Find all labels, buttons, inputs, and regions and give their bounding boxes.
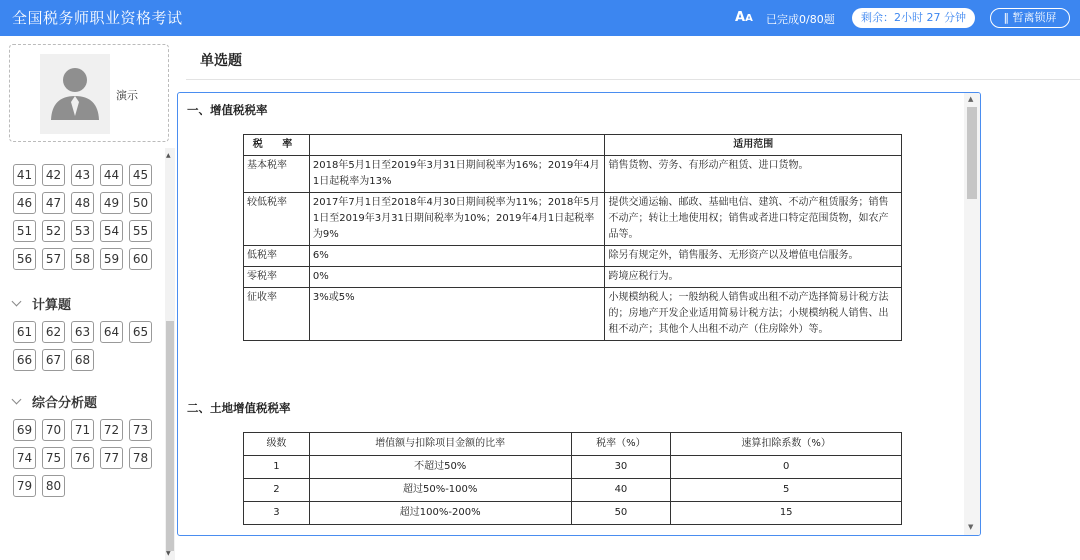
table-cell: 3%或5% [309, 288, 605, 341]
question-number-button[interactable]: 49 [100, 192, 123, 214]
question-nav [0, 148, 166, 536]
app-title: 全国税务师职业资格考试 [12, 9, 183, 27]
table-cell: 2018年5月1日至2019年3月31日期间税率为16%；2019年4月1日起税率为13% [309, 156, 605, 193]
table-cell: 30 [571, 456, 671, 479]
question-number-button[interactable]: 66 [13, 349, 36, 371]
table-cell: 较低税率 [244, 193, 310, 246]
table-header: 税率（%） [571, 433, 671, 456]
table-cell: 超过100%-200% [309, 502, 571, 525]
question-number-button[interactable]: 79 [13, 475, 36, 497]
question-number-button[interactable]: 74 [13, 447, 36, 469]
scroll-up-icon[interactable]: ▲ [968, 95, 974, 103]
question-number-button[interactable]: 65 [129, 321, 152, 343]
question-number-button[interactable]: 71 [71, 419, 94, 441]
table-row [244, 479, 902, 502]
table-cell: 低税率 [244, 246, 310, 267]
table-cell: 50 [571, 502, 671, 525]
question-number-button[interactable]: 64 [100, 321, 123, 343]
question-number-button[interactable]: 60 [129, 248, 152, 270]
question-number-button[interactable]: 54 [100, 220, 123, 242]
question-number-button[interactable]: 51 [13, 220, 36, 242]
question-number-button[interactable]: 50 [129, 192, 152, 214]
content-scroll-thumb[interactable] [967, 107, 977, 199]
table-cell: 销售货物、劳务、有形动产租赁、进口货物。 [605, 156, 902, 193]
table-cell: 提供交通运输、邮政、基础电信、建筑、不动产租赁服务；销售不动产；转让土地使用权；销售或者进口特定范围货物，如农产品等。 [605, 193, 902, 246]
question-number-button[interactable]: 47 [42, 192, 65, 214]
table-header: 级数 [244, 433, 310, 456]
table-cell: 3 [244, 502, 310, 525]
top-bar [0, 0, 1080, 36]
table-header: 适用范围 [605, 135, 902, 156]
question-number-button[interactable]: 58 [71, 248, 94, 270]
question-number-button[interactable]: 42 [42, 164, 65, 186]
question-grid [13, 164, 152, 270]
question-number-button[interactable]: 68 [71, 349, 94, 371]
table-cell: 2 [244, 479, 310, 502]
chevron-down-icon [12, 297, 22, 307]
scroll-down-icon[interactable]: ▼ [166, 550, 171, 557]
question-number-button[interactable]: 61 [13, 321, 36, 343]
table-cell: 不超过50% [309, 456, 571, 479]
question-number-button[interactable]: 41 [13, 164, 36, 186]
question-number-button[interactable]: 43 [71, 164, 94, 186]
table-row [244, 193, 902, 246]
table-header [309, 135, 605, 156]
question-number-button[interactable]: 53 [71, 220, 94, 242]
question-number-button[interactable]: 46 [13, 192, 36, 214]
question-number-button[interactable]: 62 [42, 321, 65, 343]
scroll-up-icon[interactable]: ▲ [166, 152, 171, 159]
section-vat-title: 一、增值税税率 [187, 103, 268, 117]
table-header: 税 率 [244, 135, 310, 156]
table-cell: 2017年7月1日至2018年4月30日期间税率为11%；2018年5月1日至2019年3月31日期间税率为10%；2019年4月1日起税率为9% [309, 193, 605, 246]
table-cell: 除另有规定外，销售服务、无形资产以及增值电信服务。 [605, 246, 902, 267]
table-header: 增值额与扣除项目金额的比率 [309, 433, 571, 456]
table-row [244, 288, 902, 341]
question-number-button[interactable]: 45 [129, 164, 152, 186]
main-header [186, 36, 1080, 80]
question-number-button[interactable]: 75 [42, 447, 65, 469]
table-row [244, 456, 902, 479]
table-cell: 1 [244, 456, 310, 479]
table-row [244, 246, 902, 267]
vat-rate-table [243, 134, 902, 341]
profile-name: 演示 [116, 89, 138, 102]
progress-text: 已完成0/80题 [766, 13, 835, 26]
pause-lock-button[interactable]: ‖ 暂离锁屏 [990, 8, 1070, 28]
question-number-button[interactable]: 44 [100, 164, 123, 186]
question-grid [13, 419, 152, 497]
sidebar [0, 36, 178, 557]
avatar [40, 54, 110, 134]
question-number-button[interactable]: 57 [42, 248, 65, 270]
question-number-button[interactable]: 56 [13, 248, 36, 270]
question-number-button[interactable]: 48 [71, 192, 94, 214]
question-number-button[interactable]: 67 [42, 349, 65, 371]
pause-icon: ‖ [1003, 11, 1013, 24]
table-cell: 0% [309, 267, 605, 288]
table-cell: 零税率 [244, 267, 310, 288]
question-number-button[interactable]: 59 [100, 248, 123, 270]
table-cell: 跨境应税行为。 [605, 267, 902, 288]
table-row [244, 267, 902, 288]
table-cell: 征收率 [244, 288, 310, 341]
table-row [244, 156, 902, 193]
timer-badge: 剩余：2小时 27 分钟 [852, 8, 975, 28]
user-silhouette-icon [40, 54, 110, 134]
chevron-down-icon [12, 395, 22, 405]
content-scroll-area [178, 93, 964, 536]
table-cell: 超过50%-100% [309, 479, 571, 502]
table-row [244, 502, 902, 525]
question-number-button[interactable]: 70 [42, 419, 65, 441]
question-number-button[interactable]: 78 [129, 447, 152, 469]
question-number-button[interactable]: 80 [42, 475, 65, 497]
section-calc[interactable]: 计算题 [13, 294, 71, 313]
content-scrollbar[interactable] [964, 93, 980, 536]
table-cell: 基本税率 [244, 156, 310, 193]
question-grid [13, 321, 152, 371]
table-cell: 5 [671, 479, 902, 502]
table-cell: 6% [309, 246, 605, 267]
table-cell: 40 [571, 479, 671, 502]
question-number-button[interactable]: 63 [71, 321, 94, 343]
table-cell: 0 [671, 456, 902, 479]
land-tax-table [243, 432, 902, 525]
question-number-button[interactable]: 73 [129, 419, 152, 441]
question-number-button[interactable]: 76 [71, 447, 94, 469]
question-number-button[interactable]: 55 [129, 220, 152, 242]
table-cell: 15 [671, 502, 902, 525]
question-content[interactable] [177, 92, 981, 536]
table-header: 速算扣除系数（%） [671, 433, 902, 456]
section-analysis[interactable]: 综合分析题 [13, 392, 97, 411]
table-cell: 小规模纳税人；一般纳税人销售或出租不动产选择简易计税方法的；房地产开发企业适用简易计税方法；小规模纳税人销售、出租不动产；其他个人出租不动产（住房除外）等。 [605, 288, 902, 341]
sidebar-scroll-thumb[interactable] [166, 321, 174, 551]
page-title: 单选题 [200, 53, 242, 69]
question-number-button[interactable]: 72 [100, 419, 123, 441]
question-number-button[interactable]: 69 [13, 419, 36, 441]
question-number-button[interactable]: 77 [100, 447, 123, 469]
font-size-icon[interactable]: AA [735, 10, 753, 25]
section-land-tax-title: 二、土地增值税税率 [187, 401, 291, 415]
profile-card [9, 44, 169, 142]
question-number-button[interactable]: 52 [42, 220, 65, 242]
scroll-down-icon[interactable]: ▼ [968, 523, 974, 531]
